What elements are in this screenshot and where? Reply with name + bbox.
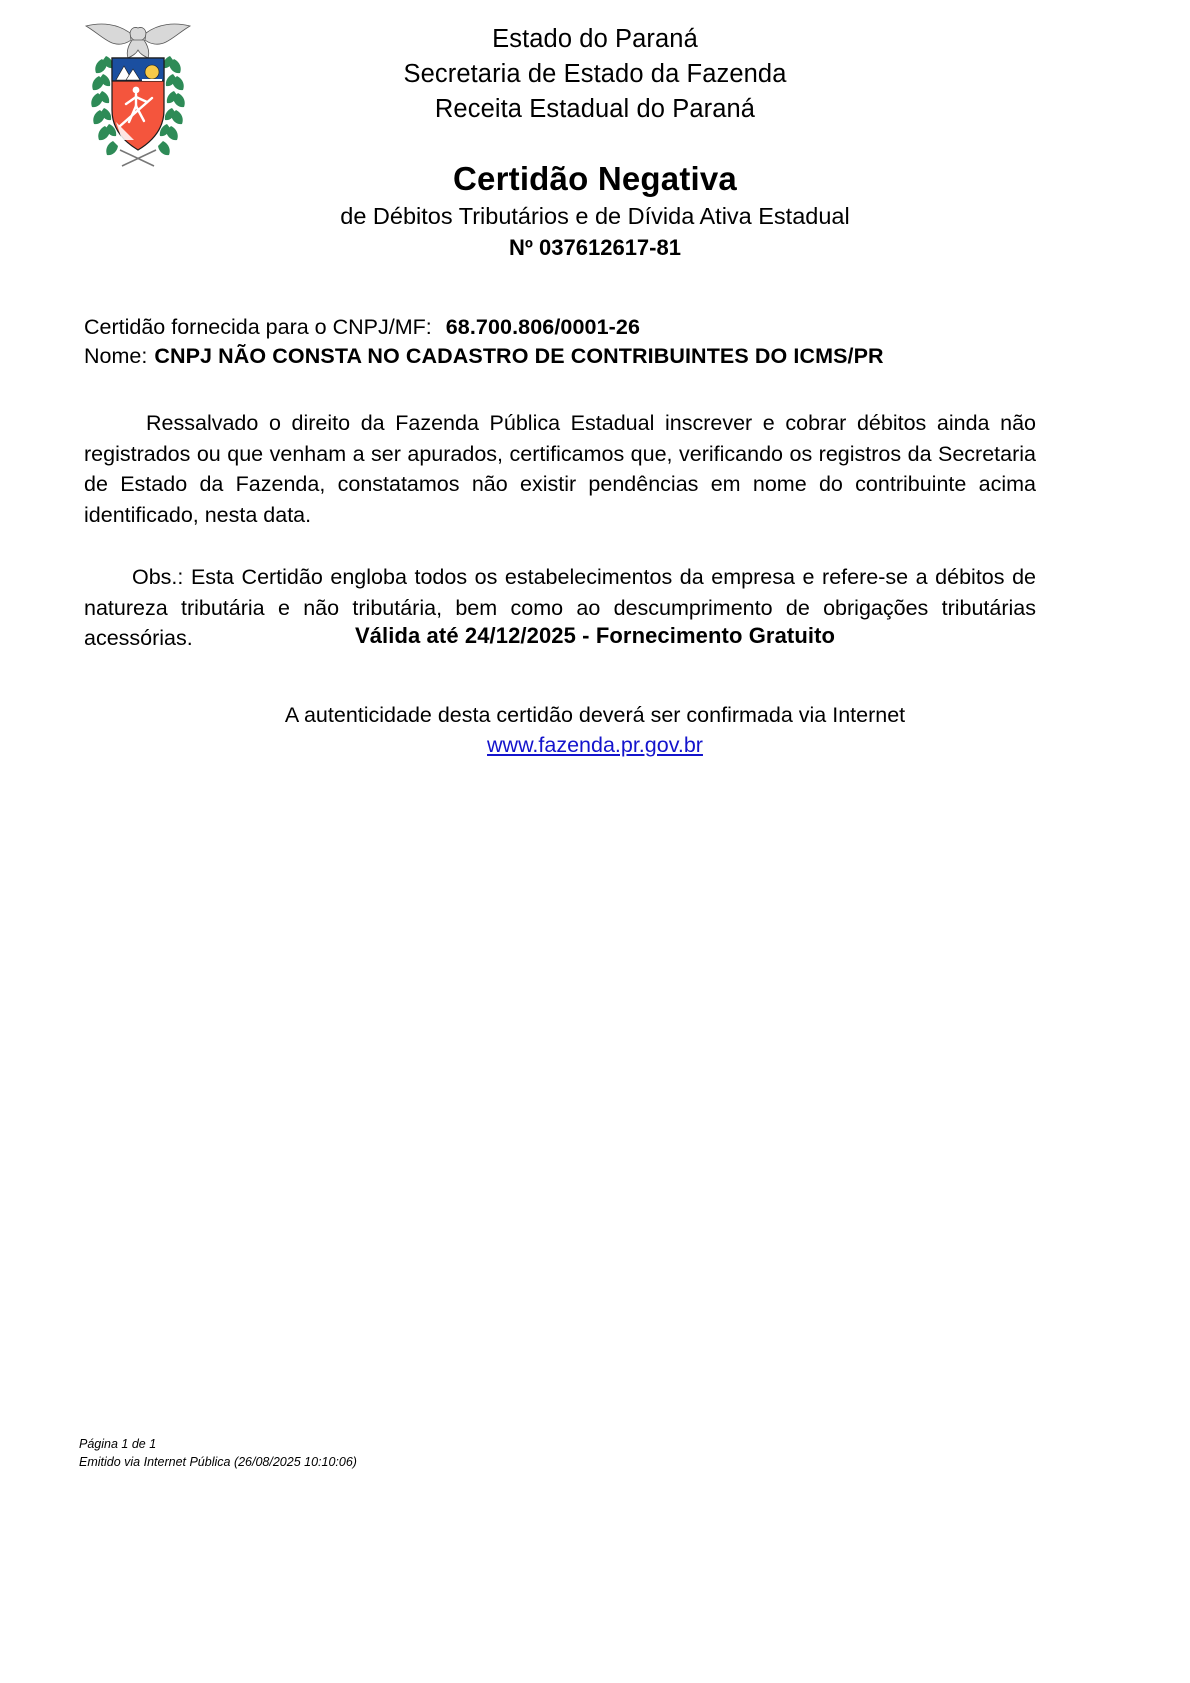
fazenda-website-link[interactable]: www.fazenda.pr.gov.br	[487, 733, 703, 757]
footer-issued-info: Emitido via Internet Pública (26/08/2025 10:10:06)	[79, 1454, 357, 1469]
header-line-revenue: Receita Estadual do Paraná	[434, 95, 756, 123]
header-agency-lines	[0, 22, 1190, 127]
certificate-number: Nº 037612617-81	[509, 235, 681, 260]
name-row	[84, 342, 1036, 371]
validity-line: Válida até 24/12/2025 - Fornecimento Gratuito	[354, 623, 836, 648]
document-footer	[79, 1436, 779, 1471]
cnpj-row	[84, 313, 1036, 342]
name-label: Nome:	[84, 344, 148, 368]
name-value: CNPJ NÃO CONSTA NO CADASTRO DE CONTRIBUINTES DO ICMS/PR	[154, 344, 884, 368]
cnpj-value: 68.700.806/0001-26	[445, 315, 641, 339]
authenticity-block	[0, 700, 1190, 760]
page-subtitle: de Débitos Tributários e de Dívida Ativa Estadual	[340, 203, 850, 229]
authenticity-text: A autenticidade desta certidão deverá ser confirmada via Internet	[284, 703, 906, 727]
body-paragraph-main-text: Ressalvado o direito da Fazenda Pública Estadual inscrever e cobrar débitos ainda não registrados ou que venham a ser apurados, certificamos que, verificando os registros da Secretaria de Estado da Fazenda, constatamos não existir pendências em nome do contribuinte acima identificado, nesta data.	[84, 411, 1036, 527]
document-body	[84, 313, 1036, 654]
body-paragraph-obs-text: Obs.: Esta Certidão engloba todos os estabelecimentos da empresa e refere-se a débitos de natureza tributária e não tributária, bem como ao descumprimento de obrigações tributárias acessórias.	[84, 565, 1036, 650]
cnpj-label: Certidão fornecida para o CNPJ/MF:	[84, 315, 432, 339]
title-block	[0, 158, 1190, 262]
body-paragraph-main	[84, 408, 1036, 530]
header-line-secretariat: Secretaria de Estado da Fazenda	[403, 60, 787, 88]
footer-page-number: Página 1 de 1	[79, 1437, 157, 1451]
page-title: Certidão Negativa	[453, 160, 737, 197]
header-line-state: Estado do Paraná	[492, 25, 698, 53]
